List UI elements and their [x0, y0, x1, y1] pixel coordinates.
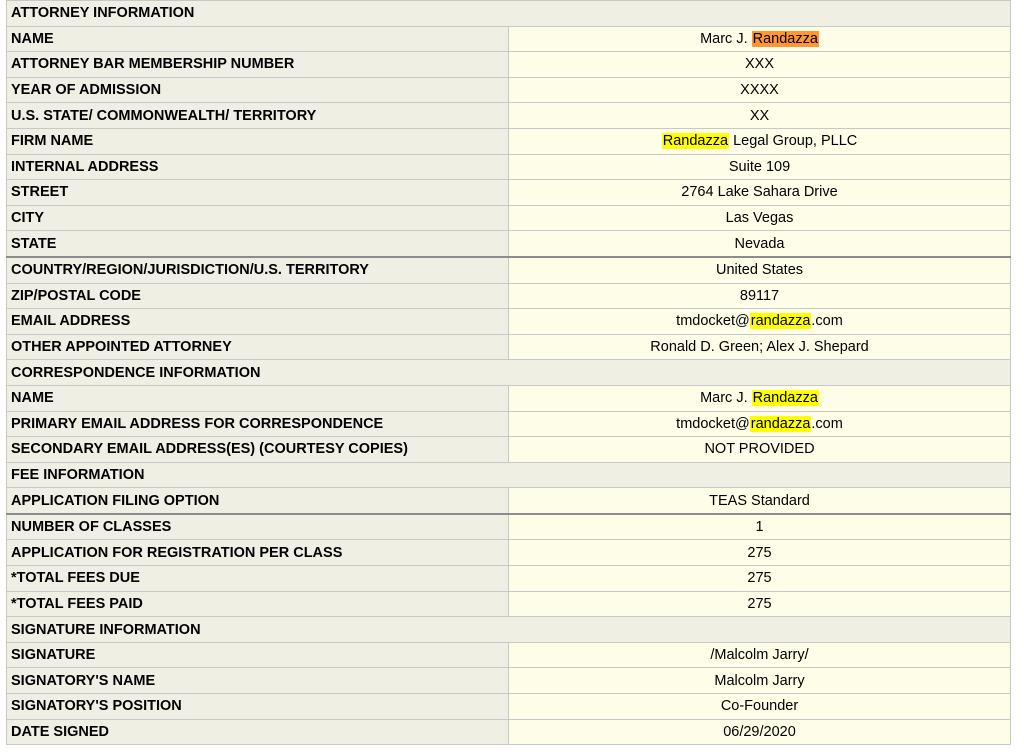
field-label: OTHER APPOINTED ATTORNEY — [7, 334, 509, 360]
field-row-attorney-bar-membership-number — [7, 52, 1011, 78]
field-row-street — [7, 180, 1011, 206]
highlighted-text: Randazza — [752, 390, 818, 407]
field-row-zip-postal-code — [7, 283, 1011, 309]
value-text: Ronald D. Green; Alex J. Shepard — [650, 339, 869, 356]
value-text: tmdocket@ — [676, 313, 750, 330]
field-value — [509, 231, 1011, 257]
form-table — [6, 0, 1011, 745]
field-value — [509, 514, 1011, 540]
field-label: ATTORNEY BAR MEMBERSHIP NUMBER — [7, 52, 509, 78]
field-row-other-appointed-attorney — [7, 334, 1011, 360]
field-value — [509, 411, 1011, 437]
section-correspondence-information — [7, 360, 1011, 386]
highlighted-text: Randazza — [752, 30, 818, 47]
field-value — [509, 694, 1011, 720]
field-label: *TOTAL FEES PAID — [7, 591, 509, 617]
field-row-email-address — [7, 309, 1011, 335]
field-row-application-filing-option — [7, 488, 1011, 514]
section-signature-information — [7, 617, 1011, 643]
field-row-city — [7, 205, 1011, 231]
field-row-name — [7, 26, 1011, 52]
value-text: Las Vegas — [725, 210, 794, 227]
field-value — [509, 591, 1011, 617]
field-row-primary-email-address-for-correspondence — [7, 411, 1011, 437]
field-row-signatory-s-position — [7, 694, 1011, 720]
highlighted-text: randazza — [750, 313, 811, 330]
field-value — [509, 642, 1011, 668]
field-value — [509, 128, 1011, 154]
value-text: 89117 — [739, 287, 780, 304]
field-label: STATE — [7, 231, 509, 257]
field-value — [509, 719, 1011, 745]
field-value — [509, 334, 1011, 360]
field-label: ZIP/POSTAL CODE — [7, 283, 509, 309]
field-label: FIRM NAME — [7, 128, 509, 154]
section-attorney-information — [7, 1, 1011, 27]
field-row-country-region-jurisdiction-u-s-territory — [7, 257, 1011, 283]
field-row-year-of-admission — [7, 77, 1011, 103]
field-row-internal-address — [7, 154, 1011, 180]
field-row-application-for-registration-per-class — [7, 540, 1011, 566]
value-text: NOT PROVIDED — [704, 441, 815, 458]
section-heading: SIGNATURE INFORMATION — [7, 617, 1011, 643]
value-text: Marc J. — [700, 30, 752, 47]
value-text: Marc J. — [700, 390, 752, 407]
field-row-secondary-email-address-es-courtesy-copies — [7, 437, 1011, 463]
value-text: 275 — [747, 595, 772, 612]
field-label: SIGNATORY'S NAME — [7, 668, 509, 694]
value-text: .com — [811, 313, 843, 330]
field-row-date-signed — [7, 719, 1011, 745]
highlighted-text: randazza — [750, 415, 811, 432]
field-label: YEAR OF ADMISSION — [7, 77, 509, 103]
section-heading: FEE INFORMATION — [7, 462, 1011, 488]
value-text: XXX — [744, 56, 774, 73]
value-text: XX — [749, 107, 770, 124]
field-value — [509, 566, 1011, 592]
field-row-firm-name — [7, 128, 1011, 154]
value-text: Malcolm Jarry — [714, 672, 805, 689]
field-row-total-fees-paid — [7, 591, 1011, 617]
value-text: 275 — [747, 570, 772, 587]
field-value — [509, 668, 1011, 694]
field-label: APPLICATION FILING OPTION — [7, 488, 509, 514]
field-value — [509, 154, 1011, 180]
field-row-name — [7, 385, 1011, 411]
value-text: 06/29/2020 — [723, 723, 796, 740]
field-label: NAME — [7, 26, 509, 52]
field-value — [509, 180, 1011, 206]
field-label: DATE SIGNED — [7, 719, 509, 745]
field-value — [509, 437, 1011, 463]
field-label: APPLICATION FOR REGISTRATION PER CLASS — [7, 540, 509, 566]
field-label: U.S. STATE/ COMMONWEALTH/ TERRITORY — [7, 103, 509, 129]
field-label: SECONDARY EMAIL ADDRESS(ES) (COURTESY COPIES) — [7, 437, 509, 463]
value-text: Legal Group, PLLC — [729, 133, 858, 150]
field-label: CITY — [7, 205, 509, 231]
field-value — [509, 77, 1011, 103]
value-text: 2764 Lake Sahara Drive — [681, 184, 838, 201]
field-label: *TOTAL FEES DUE — [7, 566, 509, 592]
value-text: /Malcolm Jarry/ — [710, 647, 809, 664]
field-label: PRIMARY EMAIL ADDRESS FOR CORRESPONDENCE — [7, 411, 509, 437]
value-text: United States — [715, 262, 804, 279]
value-text: tmdocket@ — [676, 415, 750, 432]
field-value — [509, 52, 1011, 78]
field-label: STREET — [7, 180, 509, 206]
field-value — [509, 283, 1011, 309]
field-label: COUNTRY/REGION/JURISDICTION/U.S. TERRITORY — [7, 257, 509, 283]
value-text: Suite 109 — [728, 158, 791, 175]
value-text: TEAS Standard — [709, 492, 810, 509]
field-row-u-s-state-commonwealth-territory — [7, 103, 1011, 129]
section-heading: CORRESPONDENCE INFORMATION — [7, 360, 1011, 386]
highlighted-text: Randazza — [662, 133, 729, 150]
field-label: NAME — [7, 385, 509, 411]
field-value — [509, 488, 1011, 514]
field-row-state — [7, 231, 1011, 257]
value-text: .com — [811, 415, 843, 432]
field-label: INTERNAL ADDRESS — [7, 154, 509, 180]
field-value — [509, 257, 1011, 283]
field-value — [509, 385, 1011, 411]
field-value — [509, 26, 1011, 52]
field-value — [509, 309, 1011, 335]
field-value — [509, 205, 1011, 231]
form-body — [7, 1, 1011, 745]
section-fee-information — [7, 462, 1011, 488]
value-text: XXXX — [740, 82, 779, 99]
field-label: NUMBER OF CLASSES — [7, 514, 509, 540]
section-heading: ATTORNEY INFORMATION — [7, 1, 1011, 27]
field-row-signatory-s-name — [7, 668, 1011, 694]
field-label: EMAIL ADDRESS — [7, 309, 509, 335]
field-label: SIGNATORY'S POSITION — [7, 694, 509, 720]
value-text: 275 — [747, 544, 772, 561]
field-value — [509, 540, 1011, 566]
field-row-total-fees-due — [7, 566, 1011, 592]
value-text: 1 — [755, 519, 764, 536]
field-value — [509, 103, 1011, 129]
value-text: Co-Founder — [720, 698, 799, 715]
field-label: SIGNATURE — [7, 642, 509, 668]
field-row-signature — [7, 642, 1011, 668]
value-text: Nevada — [734, 235, 785, 252]
field-row-number-of-classes — [7, 514, 1011, 540]
